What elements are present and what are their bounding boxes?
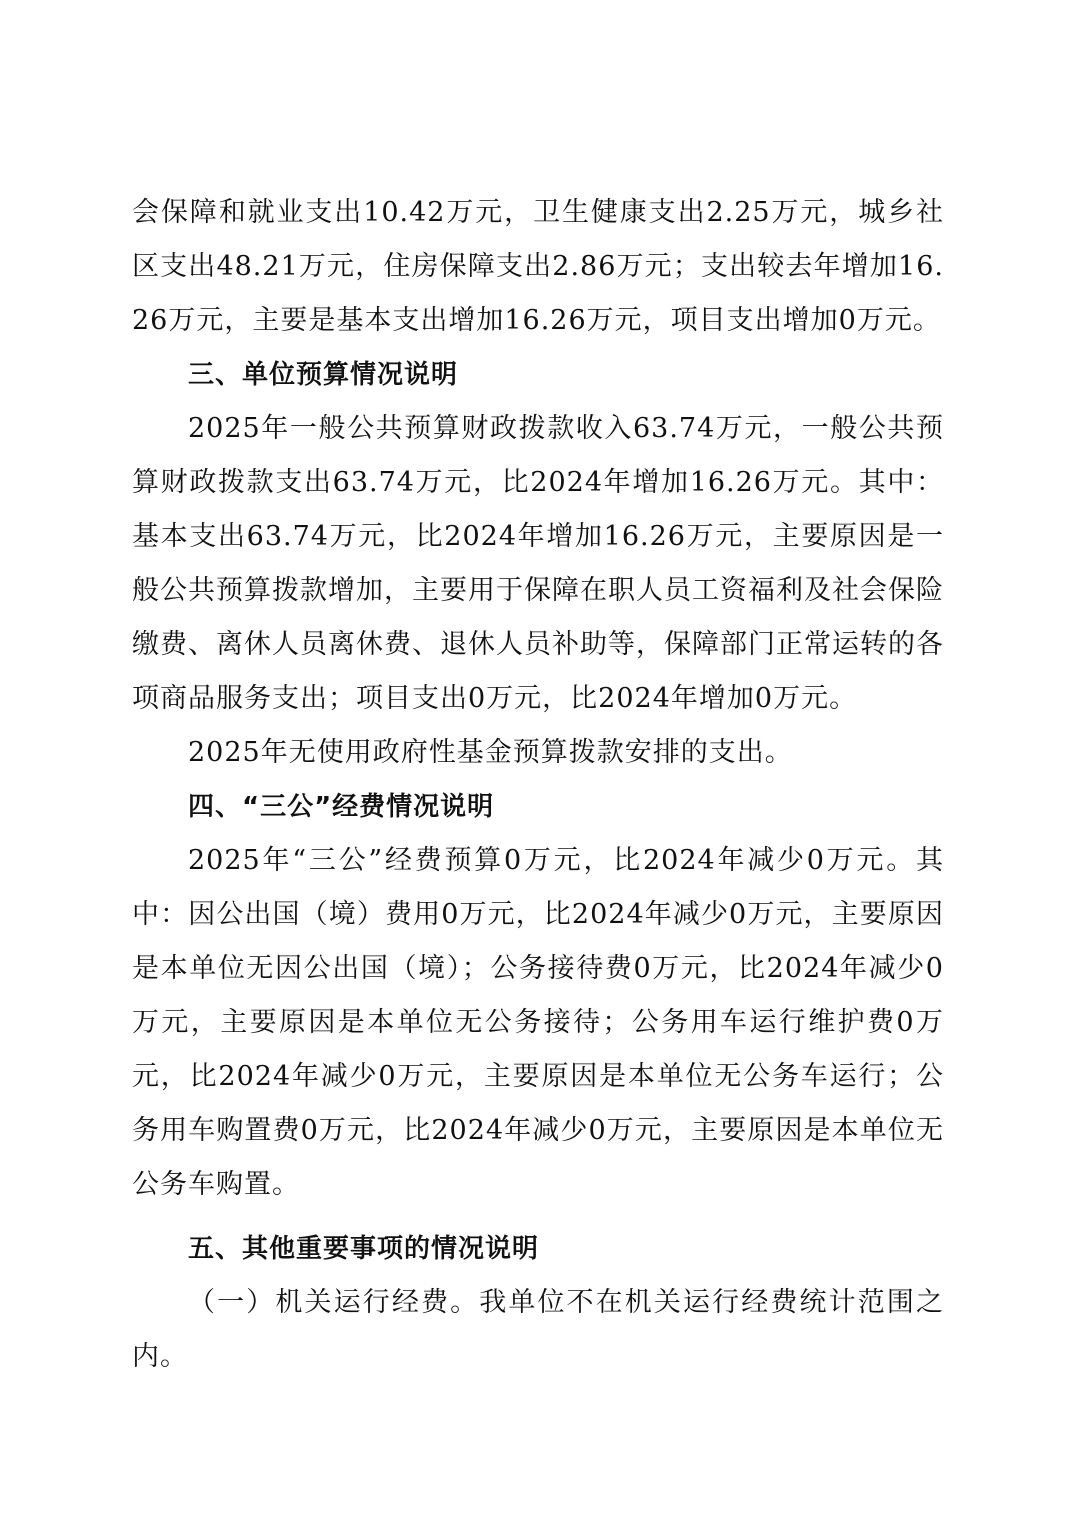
heading-three-public-expenses: 四、“三公”经费情况说明 bbox=[188, 792, 495, 822]
paragraph-government-fund: 2025年无使用政府性基金预算拨款安排的支出。 bbox=[188, 737, 793, 768]
paragraph-expenditure-summary: 会保障和就业支出10.42万元，卫生健康支出2.25万元，城乡社区支出48.21万元，住房保障支出2.86万元；支出较去年增加16.26万元，主要是基本支出增加16.26万元，项目支出增加0万元。 bbox=[132, 197, 944, 336]
document-body bbox=[132, 186, 944, 1384]
paragraph-general-budget: 2025年一般公共预算财政拨款收入63.74万元，一般公共预算财政拨款支出63.74万元，比2024年增加16.26万元。其中：基本支出63.74万元，比2024年增加16.26万元，主要原因是一般公共预算拨款增加，主要用于保障在职人员工资福利及社会保险缴费、离休人员离休费、退休人员补助等，保障部门正常运转的各项商品服务支出；项目支出0万元，比2024年增加0万元。 bbox=[132, 413, 944, 714]
paragraph-three-public-expenses: 2025年“三公”经费预算0万元，比2024年减少0万元。其中：因公出国（境）费用0万元，比2024年减少0万元，主要原因是本单位无因公出国（境）；公务接待费0万元，比2024年减少0万元，主要原因是本单位无公务接待；公务用车运行维护费0万元，比2024年减少0万元，主要原因是本单位无公务车运行；公务用车购置费0万元，比2024年减少0万元，主要原因是本单位无公务车购置。 bbox=[132, 845, 944, 1200]
paragraph-operating-expenses: （一）机关运行经费。我单位不在机关运行经费统计范围之内。 bbox=[132, 1287, 944, 1372]
heading-unit-budget: 三、单位预算情况说明 bbox=[188, 360, 459, 390]
heading-other-matters: 五、其他重要事项的情况说明 bbox=[188, 1234, 540, 1264]
